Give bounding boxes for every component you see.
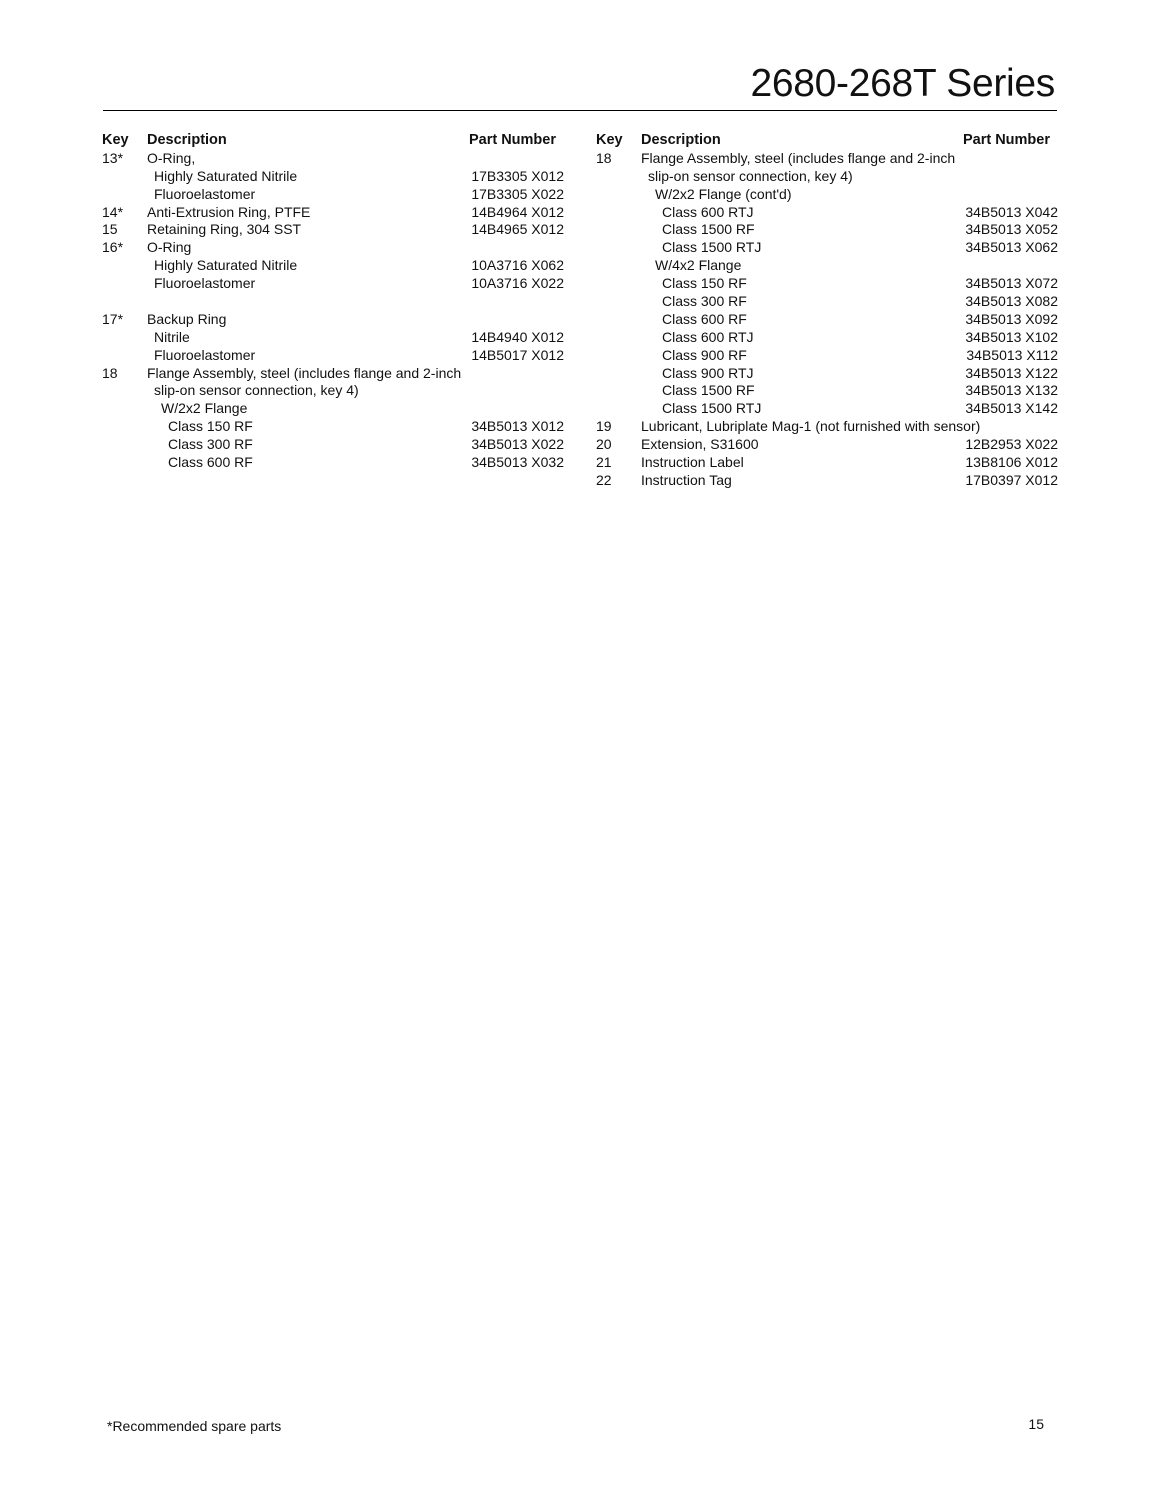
- part-description: Instruction Tag: [641, 471, 732, 488]
- description-column-header: Description: [147, 132, 227, 148]
- part-description: Flange Assembly, steel (includes flange and 2-inch: [641, 149, 956, 166]
- parts-list-row: [596, 400, 1058, 418]
- part-description: Flange Assembly, steel (includes flange and 2-inch: [147, 364, 462, 381]
- part-number: 34B5013 X012: [471, 418, 564, 435]
- part-description: O-Ring: [147, 239, 192, 256]
- parts-list-row: [596, 418, 1058, 436]
- part-number: 34B5013 X052: [965, 221, 1058, 238]
- part-number: 14B5017 X012: [471, 346, 564, 363]
- part-number: 34B5013 X072: [965, 275, 1058, 292]
- part-description: Class 600 RF: [662, 310, 747, 327]
- part-description: Nitrile: [154, 328, 190, 345]
- parts-list-row: [596, 329, 1058, 347]
- page-number: 15: [1028, 1416, 1044, 1432]
- part-key: 14*: [102, 203, 124, 220]
- part-number: 34B5013 X122: [965, 364, 1058, 381]
- parts-list-row: [596, 275, 1058, 293]
- part-number: 17B3305 X012: [471, 167, 564, 184]
- parts-list-row: [102, 204, 564, 222]
- parts-list-row: [596, 168, 1058, 186]
- part-description: Class 600 RTJ: [662, 203, 754, 220]
- parts-list-row: [596, 257, 1058, 275]
- part-description: Class 150 RF: [168, 418, 253, 435]
- parts-list-row: [102, 186, 564, 204]
- parts-list-row: [596, 436, 1058, 454]
- parts-list-row: [596, 221, 1058, 239]
- part-number: 14B4965 X012: [471, 221, 564, 238]
- part-key: 19: [596, 418, 612, 435]
- part-number: 34B5013 X092: [965, 310, 1058, 327]
- part-description: Class 600 RTJ: [662, 328, 754, 345]
- part-number: 34B5013 X102: [965, 328, 1058, 345]
- part-key: 18: [596, 149, 612, 166]
- parts-list-row: [102, 436, 564, 454]
- part-description: Class 150 RF: [662, 275, 747, 292]
- parts-list-header: [596, 132, 1058, 150]
- part-key: 17*: [102, 310, 124, 327]
- part-description: W/2x2 Flange: [161, 400, 248, 417]
- part-description: Highly Saturated Nitrile: [154, 167, 298, 184]
- part-number: 17B0397 X012: [965, 471, 1058, 488]
- parts-list-row: [102, 257, 564, 275]
- parts-list-row: [102, 365, 564, 383]
- part-number: 34B5013 X042: [965, 203, 1058, 220]
- parts-list-row: [596, 150, 1058, 168]
- part-description: Retaining Ring, 304 SST: [147, 221, 302, 238]
- part-key: 15: [102, 221, 118, 238]
- parts-list-row: [102, 311, 564, 329]
- parts-list-row: [596, 239, 1058, 257]
- parts-list-row: [102, 239, 564, 257]
- part-description: W/2x2 Flange (cont'd): [655, 185, 792, 202]
- parts-list-header: [102, 132, 564, 150]
- part-description: Extension, S31600: [641, 436, 759, 453]
- part-number-column-header: Part Number: [962, 132, 1050, 148]
- part-key: 22: [596, 471, 612, 488]
- part-number: 34B5013 X142: [965, 400, 1058, 417]
- part-description: Fluoroelastomer: [154, 346, 256, 363]
- part-key: 20: [596, 436, 612, 453]
- parts-list-row: [102, 150, 564, 168]
- spare-parts-footnote: *Recommended spare parts: [107, 1418, 282, 1434]
- part-description: Backup Ring: [147, 310, 227, 327]
- parts-list-row: [596, 472, 1058, 490]
- part-number: 34B5013 X132: [965, 382, 1058, 399]
- parts-list-row: [596, 454, 1058, 472]
- part-description: Class 1500 RTJ: [662, 239, 762, 256]
- parts-list-right-column: [596, 132, 1058, 490]
- part-number-column-header: Part Number: [468, 132, 556, 148]
- part-number: 34B5013 X112: [966, 346, 1058, 363]
- part-number: 13B8106 X012: [965, 454, 1058, 471]
- part-description: Class 1500 RTJ: [662, 400, 762, 417]
- parts-list-row: [102, 347, 564, 365]
- parts-list-row: [102, 329, 564, 347]
- part-description: Anti-Extrusion Ring, PTFE: [147, 203, 311, 220]
- key-column-header: Key: [596, 132, 623, 148]
- part-key: 13*: [102, 149, 124, 166]
- part-description: Class 1500 RF: [662, 382, 755, 399]
- parts-list-row: [102, 221, 564, 239]
- part-description: Instruction Label: [641, 454, 744, 471]
- part-number: 34B5013 X062: [965, 239, 1058, 256]
- part-number: 10A3716 X062: [471, 257, 564, 274]
- part-description: Class 1500 RF: [662, 221, 755, 238]
- parts-list-row: [596, 186, 1058, 204]
- part-number: 10A3716 X022: [471, 275, 564, 292]
- header-rule: [103, 110, 1057, 111]
- description-column-header: Description: [641, 132, 721, 148]
- part-description: Highly Saturated Nitrile: [154, 257, 298, 274]
- parts-list-row: [596, 382, 1058, 400]
- parts-list-row: [102, 418, 564, 436]
- part-description: slip-on sensor connection, key 4): [648, 167, 853, 184]
- parts-list-row: [102, 275, 564, 293]
- part-description: Class 300 RF: [662, 293, 747, 310]
- part-description: Class 900 RTJ: [662, 364, 754, 381]
- part-number: 17B3305 X022: [471, 185, 564, 202]
- parts-list-row: [596, 365, 1058, 383]
- part-description: Class 600 RF: [168, 454, 253, 471]
- part-number: 14B4964 X012: [471, 203, 564, 220]
- part-description: W/4x2 Flange: [655, 257, 742, 274]
- page-title: 2680-268T Series: [750, 62, 1055, 105]
- parts-list-row: [596, 311, 1058, 329]
- part-key: 18: [102, 364, 118, 381]
- parts-list-row: [596, 347, 1058, 365]
- part-number: 34B5013 X082: [965, 293, 1058, 310]
- part-description: Fluoroelastomer: [154, 185, 256, 202]
- parts-list-left-body: [102, 150, 564, 472]
- part-description: slip-on sensor connection, key 4): [154, 382, 359, 399]
- part-number: 12B2953 X022: [965, 436, 1058, 453]
- part-description: Lubricant, Lubriplate Mag-1 (not furnished with sensor): [641, 418, 981, 435]
- parts-list-row: [102, 400, 564, 418]
- part-description: Fluoroelastomer: [154, 275, 256, 292]
- parts-list-right-body: [596, 150, 1058, 490]
- part-number: 34B5013 X022: [471, 436, 564, 453]
- parts-list-row: [102, 293, 564, 311]
- parts-list-row: [102, 454, 564, 472]
- part-number: 14B4940 X012: [471, 328, 564, 345]
- parts-list-left-column: [102, 132, 564, 472]
- parts-list-row: [102, 168, 564, 186]
- part-key: 16*: [102, 239, 124, 256]
- parts-list-row: [102, 382, 564, 400]
- parts-list-row: [596, 293, 1058, 311]
- part-key: 21: [596, 454, 612, 471]
- parts-list-row: [596, 204, 1058, 222]
- part-number: 34B5013 X032: [471, 454, 564, 471]
- part-description: O-Ring,: [147, 149, 196, 166]
- part-description: Class 900 RF: [662, 346, 747, 363]
- part-description: Class 300 RF: [168, 436, 253, 453]
- key-column-header: Key: [102, 132, 129, 148]
